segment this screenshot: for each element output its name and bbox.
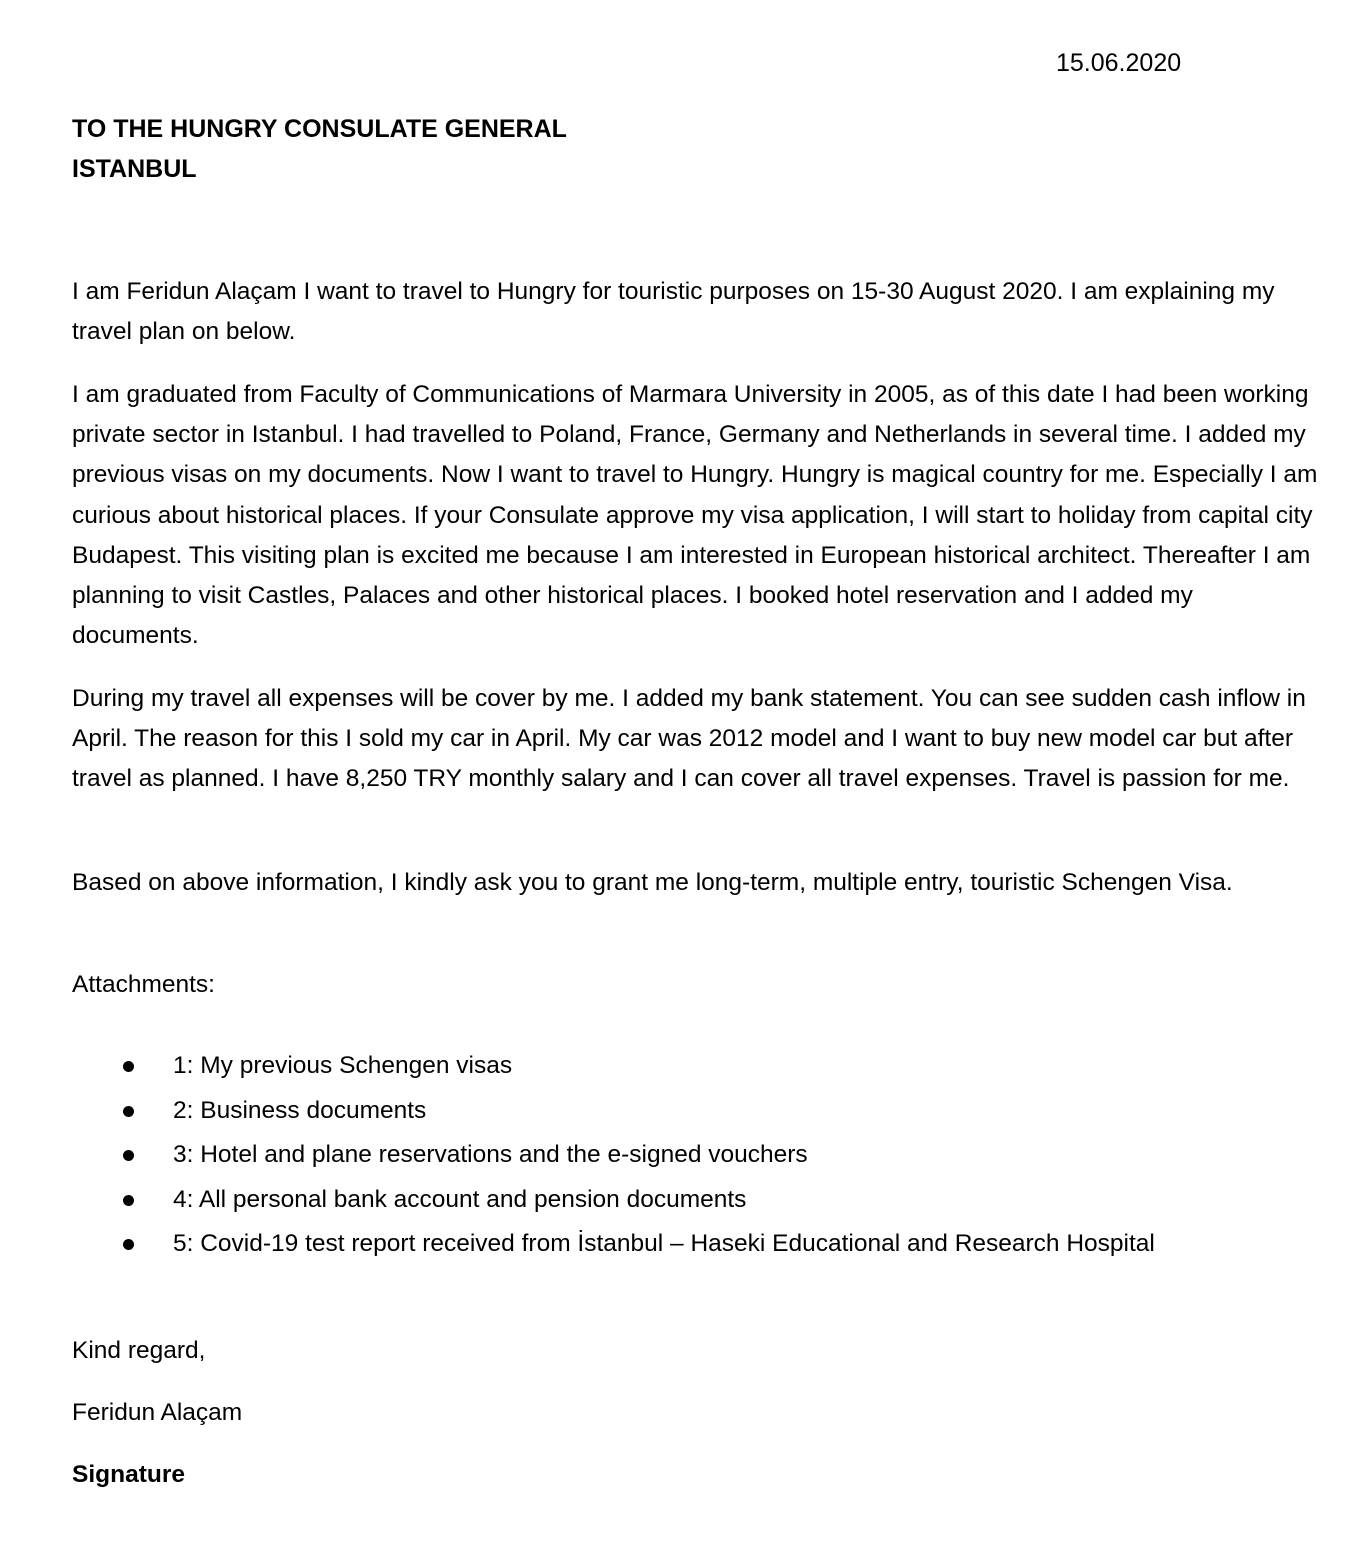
- paragraph-expenses: During my travel all expenses will be cover by me. I added my bank statement. You can see sudden cash inflow in April. The reason for this I sold my car in April. My car was 2012 model and I want to buy new model car but after travel as planned. I have 8,250 TRY monthly salary and I can cover all travel expenses. Travel is passion for me.: [72, 685, 1306, 793]
- attachment-text: 2: Business documents: [173, 1096, 427, 1124]
- letter-date: 15.06.2020: [1056, 49, 1182, 77]
- bullet-icon: [123, 1195, 134, 1206]
- signer-name: Feridun Alaçam: [72, 1399, 243, 1426]
- bullet-icon: [123, 1061, 134, 1072]
- paragraph-background: I am graduated from Faculty of Communications of Marmara University in 2005, as of this date I had been working private sector in Istanbul. I had travelled to Poland, France, Germany and Netherlands in several time. I added my previous visas on my documents. Now I want to travel to Hungry. Hungry is magical country for me. Especially I am curious about historical places. If your Consulate approve my visa application, I will start to holiday from capital city Budapest. This visiting plan is excited me because I am interested in European historical architect. Thereafter I am planning to visit Castles, Palaces and other historical places. I booked hotel reservation and I added my documents.: [72, 381, 1318, 650]
- bullet-icon: [123, 1150, 134, 1161]
- bullet-icon: [123, 1239, 134, 1250]
- attachment-text: 1: My previous Schengen visas: [173, 1052, 513, 1079]
- closing-phrase: Kind regard,: [72, 1337, 206, 1364]
- attachments-heading: Attachments:: [72, 971, 215, 998]
- attachment-text: 4: All personal bank account and pension documents: [173, 1185, 747, 1213]
- recipient-line-2: ISTANBUL: [72, 155, 197, 183]
- recipient-block: [72, 109, 567, 189]
- attachment-text: 5: Covid-19 test report received from İstanbul – Haseki Educational and Research Hospital: [173, 1230, 1155, 1257]
- bullet-icon: [123, 1106, 134, 1117]
- paragraph-intro: I am Feridun Alaçam I want to travel to Hungry for touristic purposes on 15-30 August 2020. I am explaining my travel plan on below.: [72, 278, 1275, 346]
- paragraph-request: Based on above information, I kindly ask you to grant me long-term, multiple entry, touristic Schengen Visa.: [72, 869, 1233, 896]
- signature-label: Signature: [72, 1461, 185, 1488]
- recipient-line-1: TO THE HUNGRY CONSULATE GENERAL: [72, 115, 567, 143]
- attachment-text: 3: Hotel and plane reservations and the e-signed vouchers: [173, 1141, 808, 1168]
